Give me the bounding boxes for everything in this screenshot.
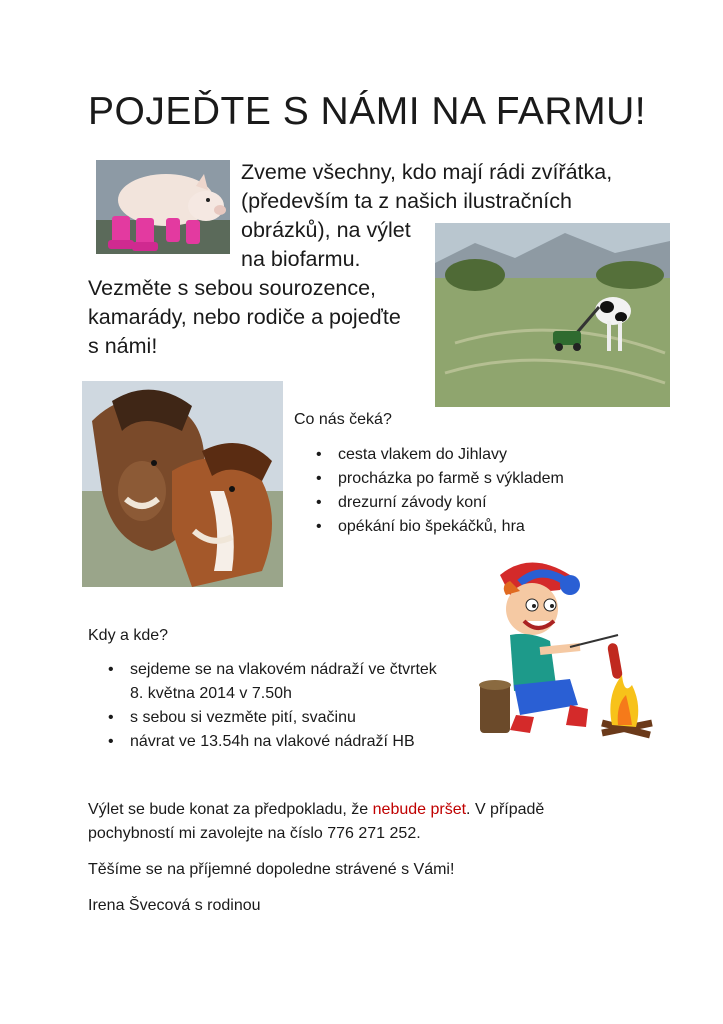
program-list [316,443,564,539]
program-heading: Co nás čeká? [294,411,392,428]
program-item: • opékání bio špekáčků, hra [316,515,564,539]
when-item-meeting-line2: 8. května 2014 v 7.50h [130,685,292,702]
when-item-return: • návrat ve 13.54h na vlakové nádraží HB [108,730,437,754]
intro-line-6: kamarády, nebo rodiče a pojeďte [88,305,401,329]
intro-line-3: obrázků), na výlet [241,218,411,242]
weather-note-before: Výlet se bude konat za předpokladu, že [88,801,373,818]
program-item: • cesta vlakem do Jihlavy [316,443,564,467]
intro-line-1: Zveme všechny, kdo mají rádi zvířátka, [241,160,613,184]
phone-note: pochybností mi zavolejte na číslo 776 271 252. [88,825,421,842]
when-item-meeting-line1: sejdeme se na vlakovém nádraží ve čtvrtek [130,661,437,678]
pig-photo [96,160,230,254]
intro-line-5: Vezměte s sebou sourozence, [88,276,377,300]
when-item-bring: • s sebou si vezměte pití, svačinu [108,706,437,730]
page-title: POJEĎTE S NÁMI NA FARMU! [88,90,647,133]
intro-line-7: s námi! [88,334,158,358]
boy-cartoon [470,555,660,745]
intro-line-4: na biofarmu. [241,247,361,271]
when-heading: Kdy a kde? [88,627,169,644]
program-item: • drezurní závody koní [316,491,564,515]
weather-highlight: nebude pršet [372,801,467,818]
greeting: Těšíme se na příjemné dopoledne strávené s Vámi! [88,861,455,878]
intro-line-2: (především ta z našich ilustračních [241,189,572,213]
horses-photo [82,381,283,587]
weather-note-after: . V případě [466,801,545,818]
signature: Irena Švecová s rodinou [88,897,261,914]
program-item: • procházka po farmě s výkladem [316,467,564,491]
when-list [108,658,437,754]
when-item-meeting [108,658,437,706]
weather-note [88,798,544,822]
cow-photo [435,223,670,407]
